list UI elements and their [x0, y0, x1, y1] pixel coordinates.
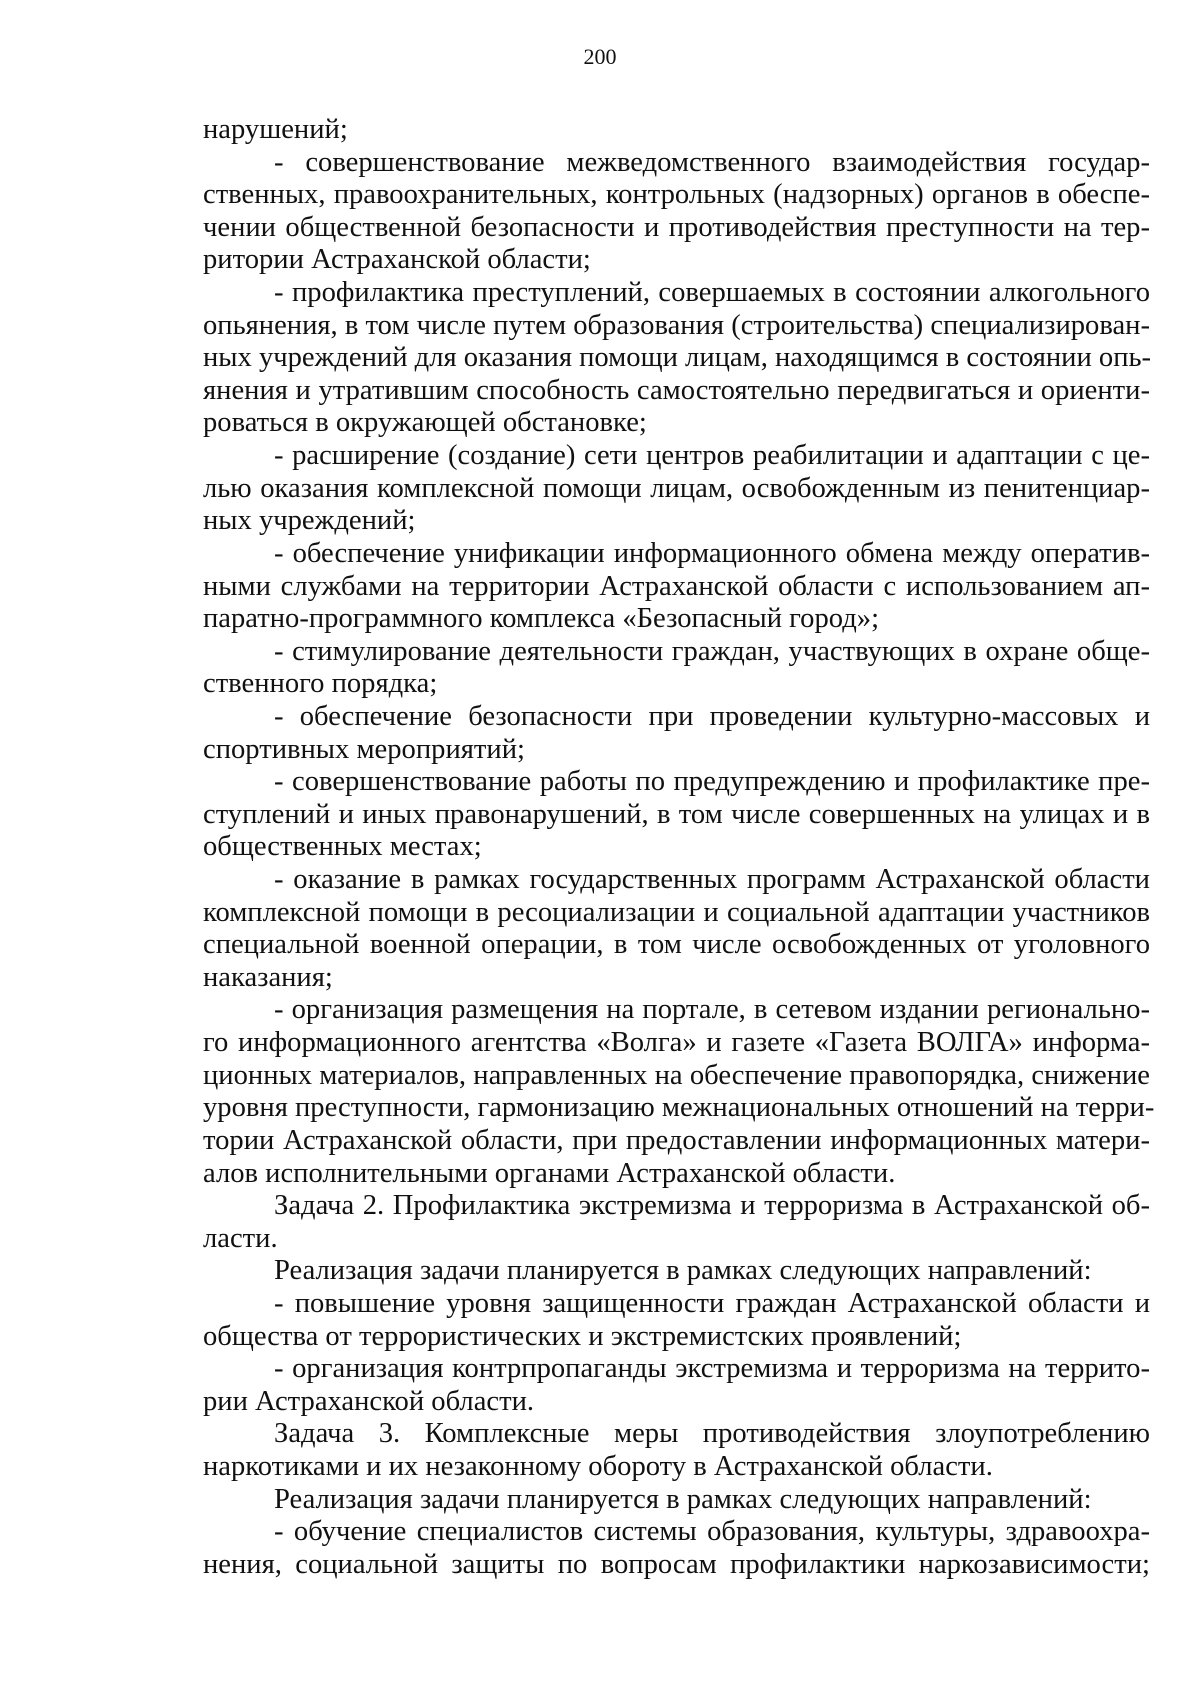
text-line: Реализация задачи планируется в рамках следующих направлений: [274, 1483, 1092, 1515]
text-line: Задача 3. Комплексные меры противодействия злоупотреблению [274, 1418, 1150, 1450]
text-line: ными службами на территории Астраханской области с использованием ап- [203, 570, 1150, 602]
text-line: - расширение (создание) сети центров реабилитации и адаптации с це- [274, 440, 1150, 472]
text-line: - стимулирование деятельности граждан, участвующих в охране обще- [274, 635, 1150, 667]
text-line: ных учреждений; [203, 505, 416, 537]
text-line: - совершенствование межведомственного взаимодействия государ- [274, 146, 1150, 178]
text-line: тории Астраханской области, при предоставлении информационных матери- [203, 1124, 1150, 1156]
text-line: комплексной помощи в ресоциализации и социальной адаптации участников [203, 896, 1150, 928]
text-line: - организация контрпропаганды экстремизма и терроризма на террито- [274, 1353, 1150, 1385]
text-line: - обеспечение унификации информационного обмена между оператив- [274, 537, 1150, 569]
text-line: - профилактика преступлений, совершаемых в состоянии алкогольного [274, 277, 1150, 309]
text-line: ласти. [203, 1222, 278, 1254]
text-line: Задача 2. Профилактика экстремизма и терроризма в Астраханской об- [274, 1190, 1150, 1222]
text-line: - обеспечение безопасности при проведении культурно-массовых и [274, 700, 1150, 732]
text-line: спортивных мероприятий; [203, 733, 525, 765]
text-line: паратно-программного комплекса «Безопасный город»; [203, 603, 880, 635]
text-line: ных учреждений для оказания помощи лицам, находящимся в состоянии опь- [203, 342, 1152, 374]
text-line: специальной военной операции, в том числе освобожденных от уголовного [203, 929, 1150, 961]
text-line: Реализация задачи планируется в рамках следующих направлений: [274, 1255, 1092, 1287]
text-line: - оказание в рамках государственных программ Астраханской области [274, 864, 1150, 896]
text-line: наркотиками и их незаконному обороту в Астраханской области. [203, 1450, 993, 1482]
text-line: ритории Астраханской области; [203, 244, 591, 276]
text-line: янения и утратившим способность самостоятельно передвигаться и ориенти- [203, 374, 1150, 406]
text-line: - организация размещения на портале, в сетевом издании регионально- [274, 994, 1150, 1026]
text-line: - обучение специалистов системы образования, культуры, здравоохра- [274, 1516, 1150, 1548]
text-line: наказания; [203, 961, 333, 993]
page-number: 200 [583, 44, 617, 69]
text-line: нарушений; [203, 114, 348, 145]
document-text [203, 114, 1155, 1581]
text-line: лью оказания комплексной помощи лицам, освобожденным из пенитенциар- [203, 472, 1150, 504]
text-line: чении общественной безопасности и противодействия преступности на тер- [203, 211, 1150, 243]
text-line: - повышение уровня защищенности граждан Астраханской области и [274, 1287, 1150, 1319]
text-line: ступлений и иных правонарушений, в том числе совершенных на улицах и в [203, 798, 1150, 830]
text-line: роваться в окружающей обстановке; [203, 407, 647, 439]
text-line: ционных материалов, направленных на обеспечение правопорядка, снижение [203, 1059, 1150, 1091]
text-line: опьянения, в том числе путем образования (строительства) специализирован- [203, 309, 1150, 341]
text-line: уровня преступности, гармонизацию межнациональных отношений на терри- [203, 1092, 1155, 1124]
text-line: рии Астраханской области. [203, 1385, 535, 1417]
text-line: общественных местах; [203, 831, 482, 863]
text-line: - совершенствование работы по предупреждению и профилактике пре- [274, 766, 1150, 798]
text-line: нения, социальной защиты по вопросам профилактики наркозависимости; [203, 1548, 1150, 1580]
text-line: ственного порядка; [203, 668, 438, 700]
text-line: общества от террористических и экстремистских проявлений; [203, 1320, 962, 1352]
text-line: алов исполнительными органами Астраханской области. [203, 1157, 896, 1189]
text-line: го информационного агентства «Волга» и газете «Газета ВОЛГА» информа- [203, 1027, 1150, 1059]
text-line: ственных, правоохранительных, контрольных (надзорных) органов в обеспе- [203, 179, 1150, 211]
